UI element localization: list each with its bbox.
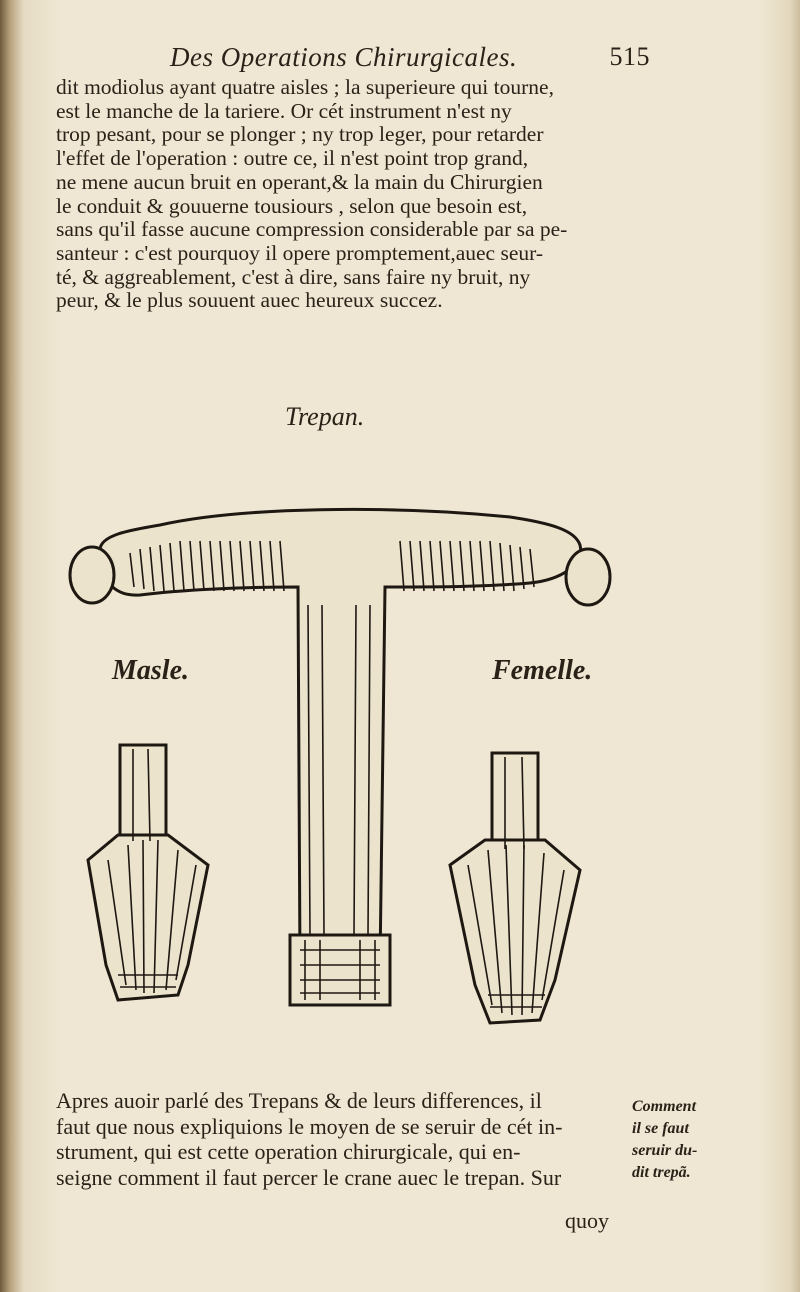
text-line: seigne comment il faut percer le crane auec le trepan. Sur <box>56 1164 562 1190</box>
header-title: Des Operations Chirurgicales. <box>170 42 518 72</box>
label-female: Femelle. <box>492 655 593 686</box>
text-line: Apres auoir parlé des Trepans & de leurs differences, il <box>56 1088 542 1113</box>
text-line: le conduit & gouuerne tousiours , selon que besoin est, <box>56 193 528 218</box>
margin-note-line: il se faut <box>632 1120 689 1137</box>
text-line: est le manche de la tariere. Or cét instrument n'est ny <box>56 98 512 123</box>
text-line: faut que nous expliquions le moyen de se seruir de cét in- <box>56 1113 563 1139</box>
text-line: santeur : c'est pourquoy il opere promptement,auec seur- <box>56 240 544 265</box>
label-male: Masle. <box>112 655 189 686</box>
text-line: strument, qui est cette operation chirurgicale, qui en- <box>56 1139 521 1164</box>
text-line: sans qu'il fasse aucune compression considerable par sa pe- <box>56 217 568 242</box>
female-bit-illustration <box>440 745 590 1035</box>
margin-note <box>632 1096 742 1184</box>
text-line: l'effet de l'operation : outre ce, il n'est point trop grand, <box>56 146 529 171</box>
margin-note-line: Comment <box>632 1098 697 1115</box>
text-line: té, & aggreablement, c'est à dire, sans faire ny bruit, ny <box>56 264 531 289</box>
text-line: ne mene aucun bruit en operant,& la main du Chirurgien <box>56 169 543 194</box>
margin-note-line: dit trepã. <box>632 1164 691 1181</box>
running-header <box>170 42 650 73</box>
catchword: quoy <box>565 1208 609 1233</box>
page-number: 515 <box>609 42 650 71</box>
body-paragraph <box>56 76 638 313</box>
second-paragraph <box>56 1088 616 1190</box>
text-line: trop pesant, pour se plonger ; ny trop leger, pour retarder <box>56 122 544 147</box>
text-line: dit modiolus ayant quatre aisles ; la superieure qui tourne, <box>56 75 554 99</box>
male-bit-illustration <box>78 735 218 1015</box>
margin-note-line: seruir du- <box>632 1142 698 1159</box>
figure-title: Trepan. <box>285 402 365 431</box>
text-line: peur, & le plus souuent auec heureux succez. <box>56 288 443 313</box>
